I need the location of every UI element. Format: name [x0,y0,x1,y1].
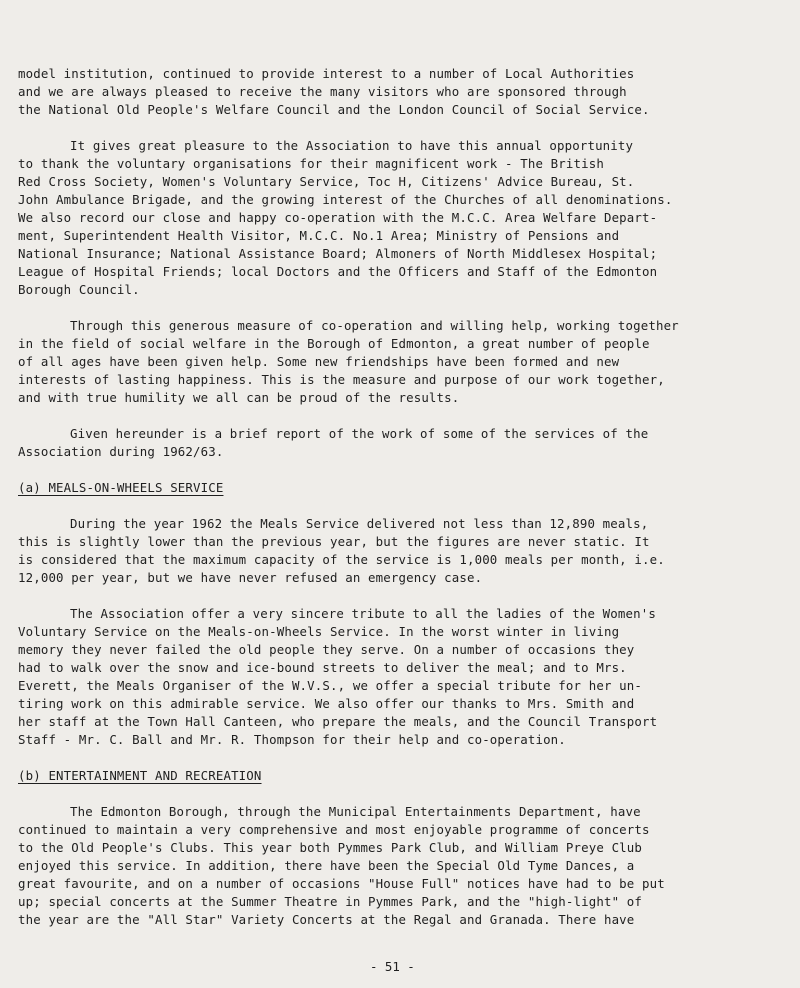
section-heading-meals: (a) MEALS-ON-WHEELS SERVICE [18,480,224,495]
text-line: her staff at the Town Hall Canteen, who prepare the meals, and the Council Transport [18,714,658,729]
text-line: this is slightly lower than the previous year, but the figures are never static. It [18,534,650,549]
text-line: League of Hospital Friends; local Doctors and the Officers and Staff of the Edmonton [18,264,658,279]
text-line: enjoyed this service. In addition, there have been the Special Old Tyme Dances, a [18,858,635,873]
text-line: great favourite, and on a number of occasions "House Full" notices have had to be put [18,876,665,891]
text-line: and we are always pleased to receive the many visitors who are sponsored through [18,84,627,99]
text-line: tiring work on this admirable service. We also offer our thanks to Mrs. Smith and [18,696,635,711]
text-line: had to walk over the snow and ice-bound streets to deliver the meal; and to Mrs. [18,660,627,675]
text-line: Given hereunder is a brief report of the work of some of the services of the [70,426,649,441]
text-line: Staff - Mr. C. Ball and Mr. R. Thompson for their help and co-operation. [18,732,566,747]
text-line: During the year 1962 the Meals Service delivered not less than 12,890 meals, [70,516,649,531]
text-line: Red Cross Society, Women's Voluntary Service, Toc H, Citizens' Advice Bureau, St. [18,174,635,189]
text-line: interests of lasting happiness. This is the measure and purpose of our work together, [18,372,665,387]
text-line: Association during 1962/63. [18,444,224,459]
text-line: John Ambulance Brigade, and the growing interest of the Churches of all denominations. [18,192,673,207]
text-line: National Insurance; National Assistance Board; Almoners of North Middlesex Hospital; [18,246,658,261]
text-line: model institution, continued to provide interest to a number of Local Authorities [18,66,635,81]
text-line: is considered that the maximum capacity of the service is 1,000 meals per month, i.e. [18,552,665,567]
text-line: of all ages have been given help. Some new friendships have been formed and new [18,354,620,369]
text-line: to thank the voluntary organisations for their magnificent work - The British [18,156,604,171]
text-line: Borough Council. [18,282,140,297]
text-line: memory they never failed the old people they serve. On a number of occasions they [18,642,635,657]
text-line: It gives great pleasure to the Association to have this annual opportunity [70,138,634,153]
text-line: The Edmonton Borough, through the Municipal Entertainments Department, have [70,804,641,819]
text-line: ment, Superintendent Health Visitor, M.C.C. No.1 Area; Ministry of Pensions and [18,228,620,243]
text-line: We also record our close and happy co-operation with the M.C.C. Area Welfare Depart- [18,210,658,225]
text-line: continued to maintain a very comprehensive and most enjoyable programme of concerts [18,822,650,837]
text-line: the National Old People's Welfare Council and the London Council of Social Service. [18,102,650,117]
text-line: Through this generous measure of co-operation and willing help, working together [70,318,679,333]
page-number: - 51 - [370,959,415,974]
text-line: 12,000 per year, but we have never refused an emergency case. [18,570,483,585]
text-line: to the Old People's Clubs. This year both Pymmes Park Club, and William Preye Club [18,840,643,855]
text-line: Everett, the Meals Organiser of the W.V.S., we offer a special tribute for her un- [18,678,643,693]
text-line: in the field of social welfare in the Borough of Edmonton, a great number of people [18,336,650,351]
text-line: and with true humility we all can be proud of the results. [18,390,460,405]
text-line: up; special concerts at the Summer Theatre in Pymmes Park, and the "high-light" of [18,894,643,909]
text-line: the year are the "All Star" Variety Concerts at the Regal and Granada. There have [18,912,635,927]
section-heading-entertainment: (b) ENTERTAINMENT AND RECREATION [18,768,262,783]
text-line: Voluntary Service on the Meals-on-Wheels Service. In the worst winter in living [18,624,620,639]
text-line: The Association offer a very sincere tribute to all the ladies of the Women's [70,606,656,621]
